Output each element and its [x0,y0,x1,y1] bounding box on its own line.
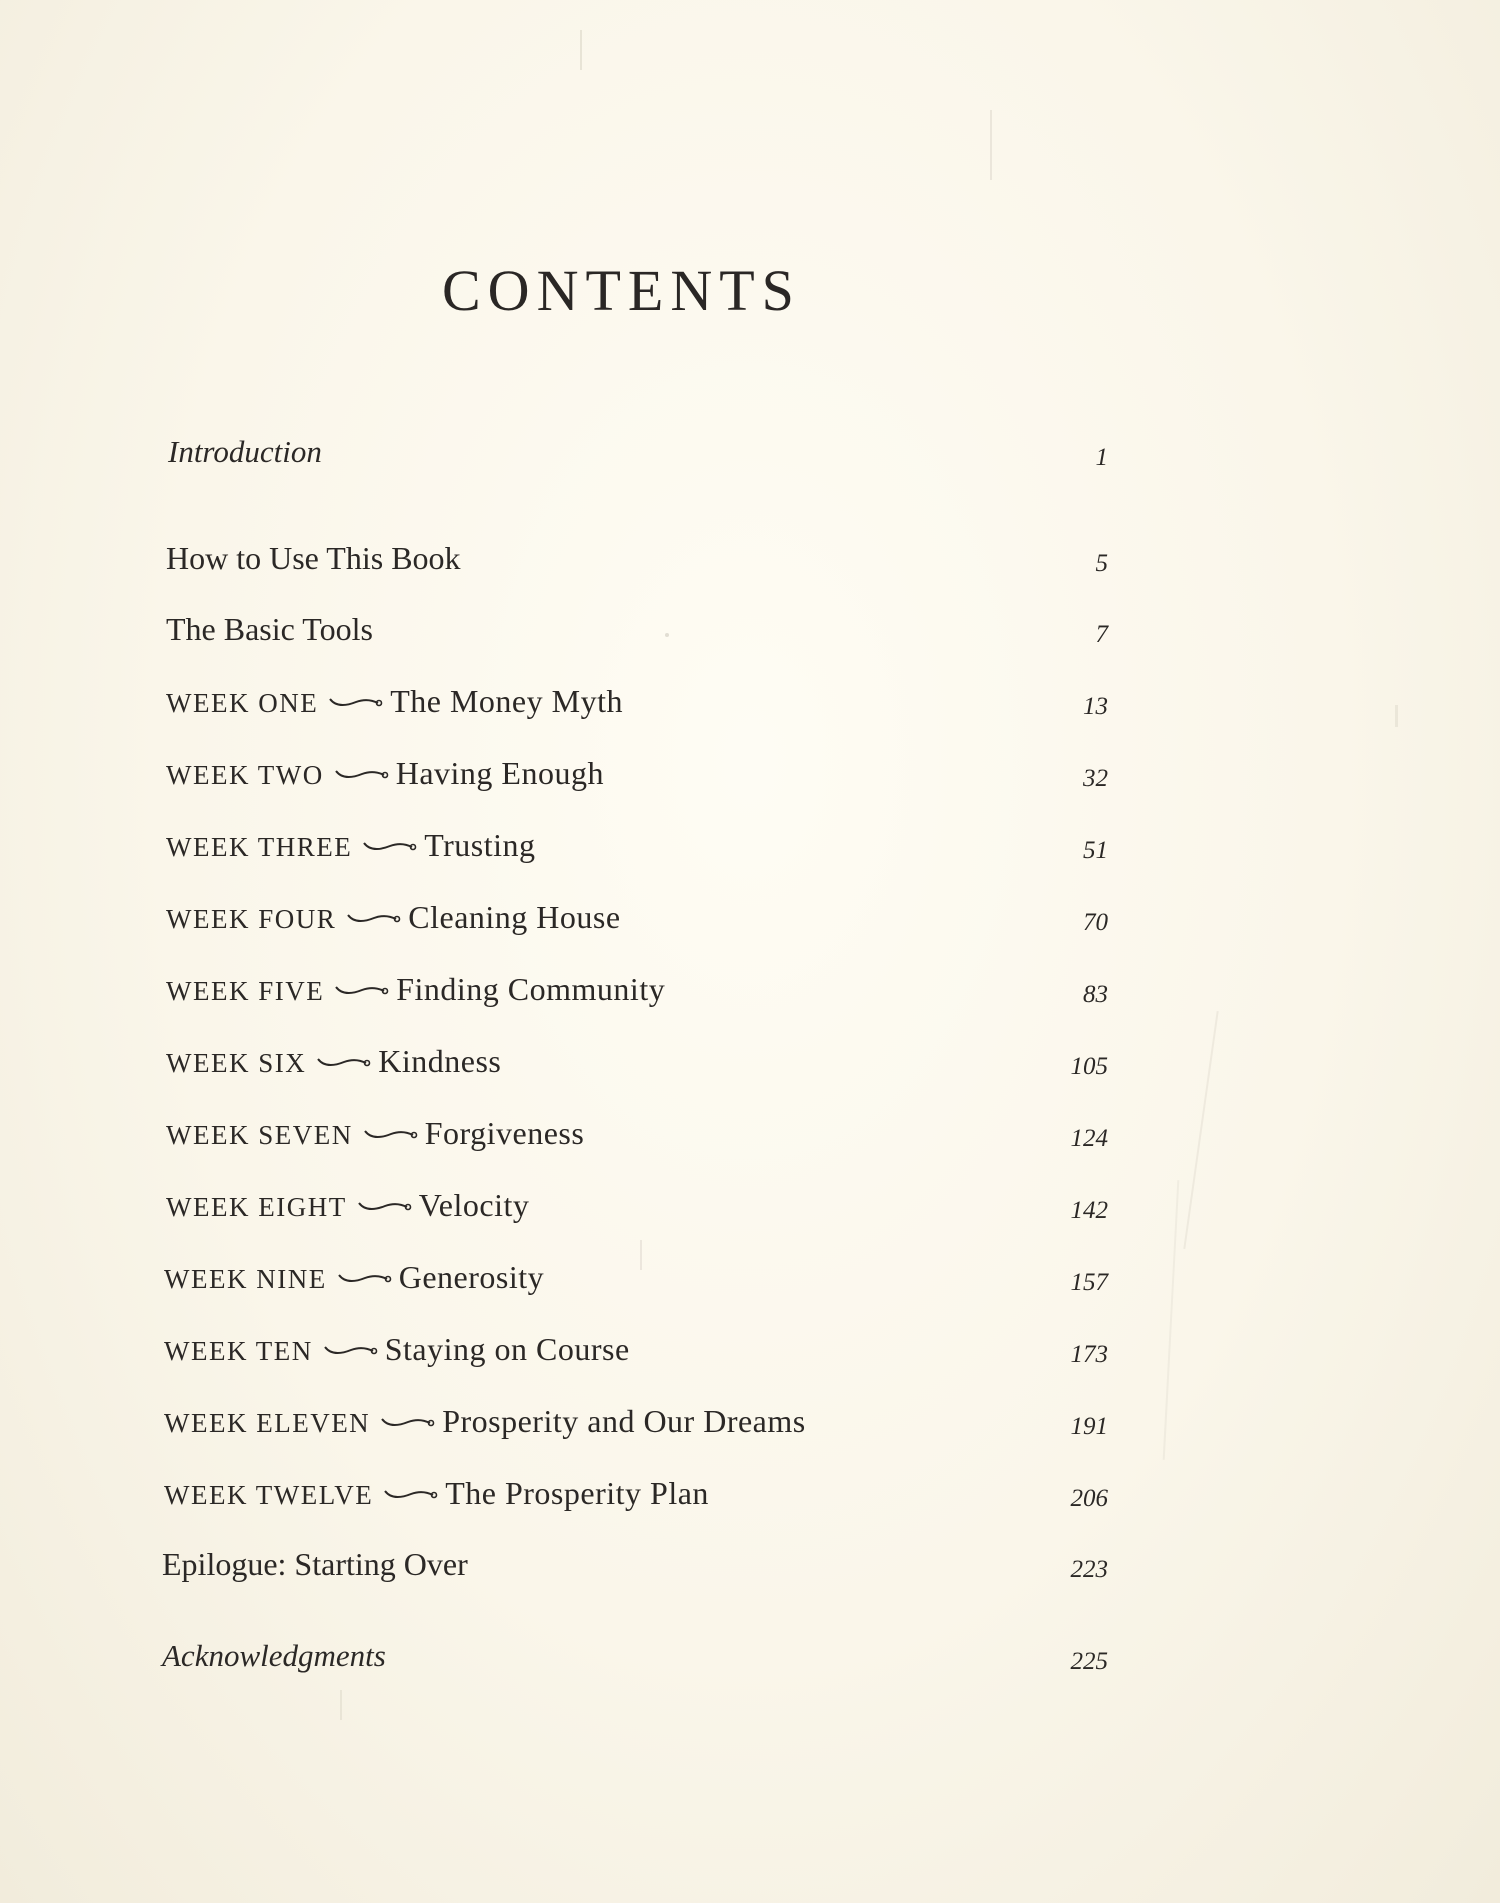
toc-entry-text [166,969,665,1011]
toc-entry-text [166,753,604,795]
swung-dash-icon [323,1343,379,1357]
chapter-title: Prosperity and Our Dreams [442,1403,806,1439]
toc-entry-acknowledgments[interactable] [0,1636,1500,1686]
chapter-title: Having Enough [395,755,604,791]
swung-dash-icon [357,1199,413,1213]
swung-dash-icon [346,911,402,925]
toc-entry-text [166,1113,584,1155]
page-number: 223 [1070,1556,1108,1583]
toc-entry-basic-tools[interactable] [0,609,1500,659]
chapter-title: Finding Community [396,971,666,1007]
swung-dash-icon [383,1487,439,1501]
week-label: WEEK FIVE [166,976,325,1006]
toc-entry-text [166,825,536,867]
toc-entry-text [164,1401,806,1443]
toc-entry-week-six[interactable] [0,1041,1500,1091]
week-label: WEEK TWELVE [164,1480,374,1510]
page-number: 51 [1083,837,1108,864]
page-number: 32 [1083,765,1108,792]
toc-entry-week-three[interactable] [0,825,1500,875]
toc-entry-week-twelve[interactable] [0,1473,1500,1523]
chapter-title: Trusting [424,827,536,863]
page-number: 142 [1070,1197,1108,1224]
swung-dash-icon [316,1055,372,1069]
week-label: WEEK FOUR [166,904,337,934]
toc-entry-text [166,1185,529,1227]
toc-entry-label: Acknowledgments [162,1638,386,1673]
swung-dash-icon [363,1127,419,1141]
toc-entry-week-four[interactable] [0,897,1500,947]
page-number: 83 [1083,981,1108,1008]
chapter-title: Staying on Course [384,1331,630,1367]
page-number: 206 [1070,1485,1108,1512]
swung-dash-icon [328,695,384,709]
chapter-title: The Money Myth [390,683,623,719]
page-number: 225 [1070,1648,1108,1675]
toc-entry-epilogue[interactable] [0,1544,1500,1594]
toc-entry-text [164,1329,630,1371]
week-label: WEEK SEVEN [166,1120,353,1150]
toc-entry-label: Introduction [168,434,322,469]
toc-entry-text [166,681,623,723]
toc-entry-week-two[interactable] [0,753,1500,803]
toc-entry-label: Epilogue: Starting Over [162,1546,468,1582]
week-label: WEEK NINE [164,1264,327,1294]
chapter-title: Generosity [398,1259,545,1295]
swung-dash-icon [334,983,390,997]
page-number: 124 [1070,1125,1108,1152]
page-number: 173 [1070,1341,1108,1368]
page-number: 105 [1070,1053,1108,1080]
toc-entry-label: How to Use This Book [166,540,461,576]
page-number: 70 [1083,909,1108,936]
swung-dash-icon [380,1415,436,1429]
toc-entry-week-eight[interactable] [0,1185,1500,1235]
toc-entry-week-ten[interactable] [0,1329,1500,1379]
week-label: WEEK TEN [164,1336,313,1366]
toc-entry-text [166,1041,501,1083]
page-number: 1 [1095,444,1108,471]
page-number: 157 [1070,1269,1108,1296]
toc-entry-introduction[interactable] [0,432,1500,482]
swung-dash-icon [337,1271,393,1285]
page-title: CONTENTS [442,257,801,323]
page-number: 13 [1083,693,1108,720]
swung-dash-icon [334,767,390,781]
chapter-title: The Prosperity Plan [445,1475,709,1511]
week-label: WEEK EIGHT [166,1192,347,1222]
chapter-title: Velocity [418,1187,530,1223]
toc-entry-week-nine[interactable] [0,1257,1500,1307]
toc-entry-week-one[interactable] [0,681,1500,731]
page-number: 5 [1095,550,1108,577]
toc-entry-text [164,1257,544,1299]
toc-entry-text [166,897,621,939]
week-label: WEEK ONE [166,688,319,718]
chapter-title: Kindness [378,1043,502,1079]
page-number: 191 [1070,1413,1108,1440]
week-label: WEEK SIX [166,1048,307,1078]
toc-entry-week-eleven[interactable] [0,1401,1500,1451]
week-label: WEEK TWO [166,760,324,790]
page-number: 7 [1095,621,1108,648]
toc-entry-week-seven[interactable] [0,1113,1500,1163]
chapter-title: Cleaning House [408,899,621,935]
swung-dash-icon [362,839,418,853]
toc-entry-text [164,1473,709,1515]
toc-entry-label: The Basic Tools [166,611,373,647]
week-label: WEEK ELEVEN [164,1408,371,1438]
week-label: WEEK THREE [166,832,353,862]
chapter-title: Forgiveness [424,1115,585,1151]
toc-entry-how-to-use[interactable] [0,538,1500,588]
toc-entry-week-five[interactable] [0,969,1500,1019]
